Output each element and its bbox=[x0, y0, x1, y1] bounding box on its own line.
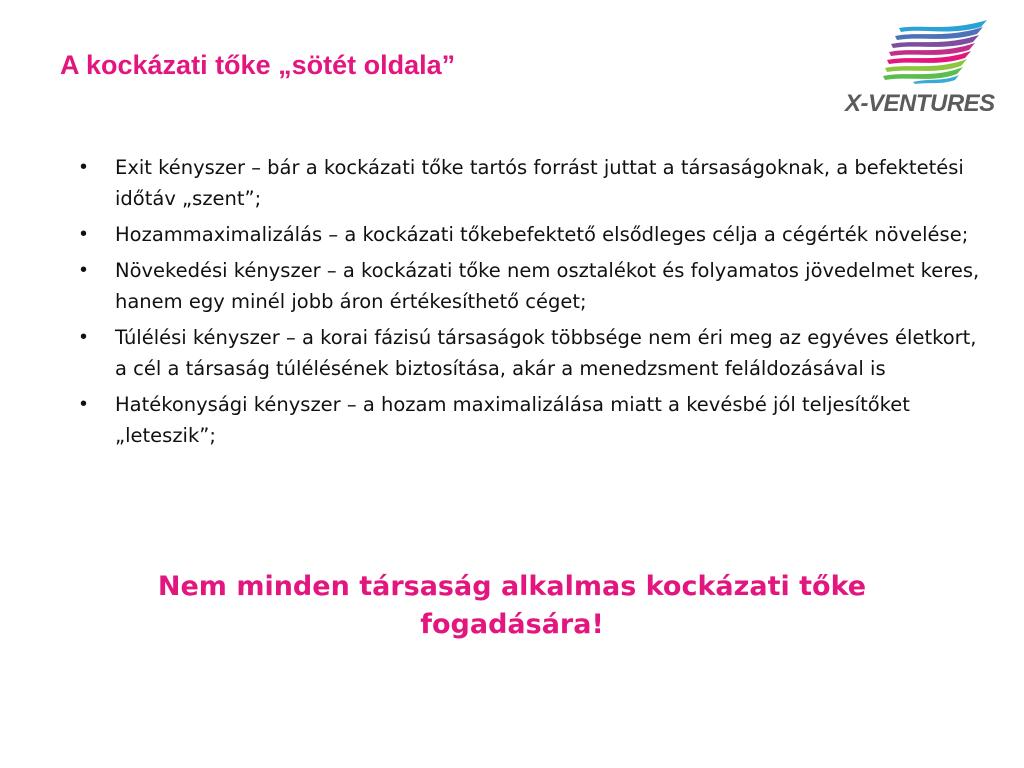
slide-title: A kockázati tőke „sötét oldala” bbox=[60, 50, 456, 80]
bullet-item bbox=[80, 389, 980, 451]
bullet-item bbox=[80, 152, 980, 214]
bullet-item bbox=[80, 322, 980, 384]
logo-text: X-VENTURES bbox=[845, 90, 995, 117]
bullet-item bbox=[80, 255, 980, 317]
bullet-item bbox=[80, 219, 980, 250]
bullet-icon: • bbox=[80, 223, 88, 245]
bullet-text: Exit kényszer – bár a kockázati tőke tartós forrást juttat a társaságoknak, a befektetési időtáv „szent”; bbox=[115, 156, 964, 210]
bullet-icon: • bbox=[80, 259, 88, 281]
logo-wave-icon bbox=[877, 18, 989, 84]
bullet-text: Növekedési kényszer – a kockázati tőke nem osztalékot és folyamatos jövedelmet keres, hanem egy minél jobb áron értékesíthető céget; bbox=[115, 259, 980, 313]
bullet-list bbox=[80, 152, 980, 456]
bullet-text: Hozammaximalizálás – a kockázati tőkebefektető elsődleges célja a cégérték növelése; bbox=[115, 223, 969, 246]
bullet-icon: • bbox=[80, 156, 88, 178]
bullet-text: Túlélési kényszer – a korai fázisú társaságok többsége nem éri meg az egyéves életkort, a cél a társaság túlélésének biztosítása, akár a menedzsment feláldozásával is bbox=[115, 326, 977, 380]
bullet-text: Hatékonysági kényszer – a hozam maximalizálása miatt a kevésbé jól teljesítőket „leteszik”; bbox=[115, 393, 910, 447]
x-ventures-logo bbox=[845, 18, 997, 122]
bullet-icon: • bbox=[80, 326, 88, 348]
conclusion-text: Nem minden társaság alkalmas kockázati tőke fogadására! bbox=[157, 571, 867, 640]
bullet-icon: • bbox=[80, 393, 88, 415]
